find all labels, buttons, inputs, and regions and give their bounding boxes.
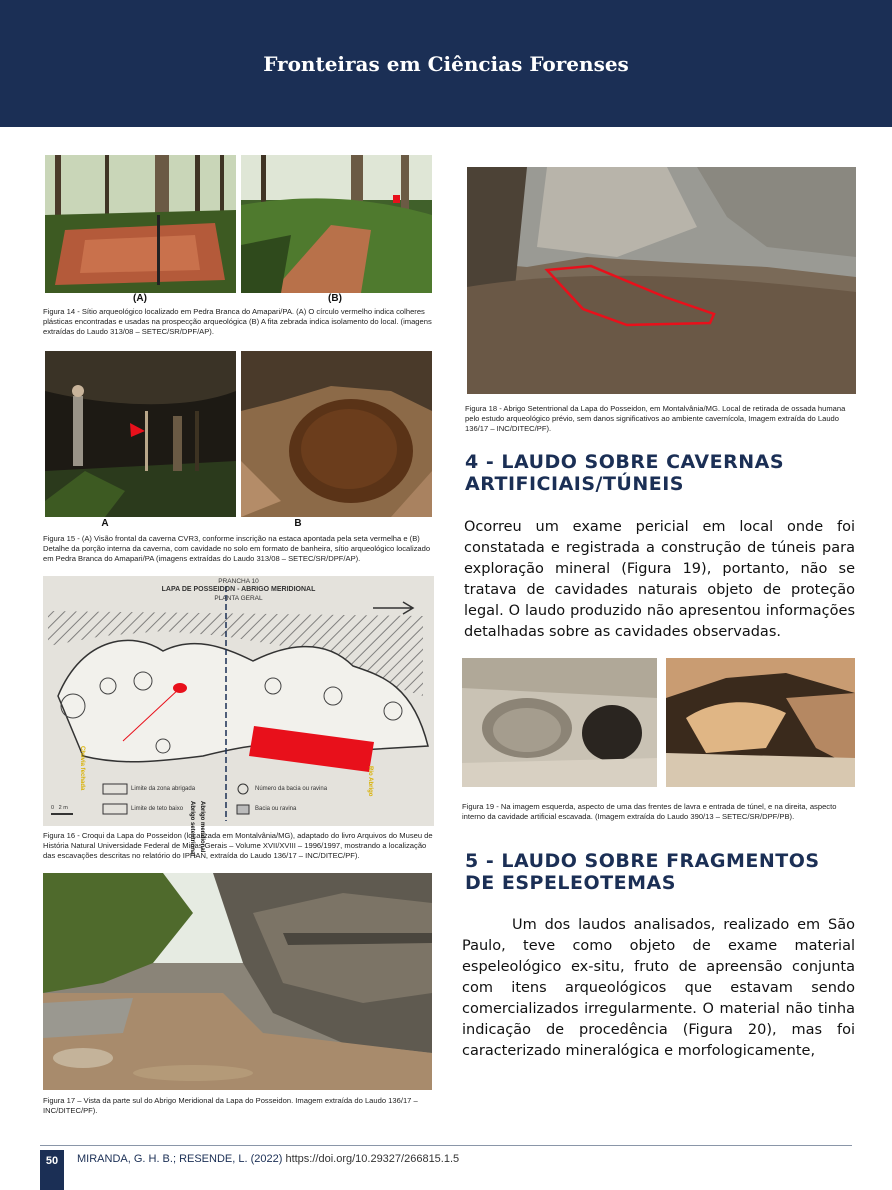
figure-15-label-b: B bbox=[294, 518, 302, 529]
map-title-plate: PRANCHA 10 bbox=[218, 578, 259, 585]
map-title-plan: PLANTA GERAL bbox=[214, 595, 263, 602]
figure-17-photo bbox=[43, 873, 432, 1090]
section-4-heading bbox=[465, 451, 855, 495]
figure-14-label-a: (A) bbox=[133, 293, 147, 304]
figure-15-label-a: A bbox=[101, 518, 109, 529]
figure-14-photo-b bbox=[241, 155, 432, 293]
figure-19-photo-left bbox=[462, 658, 657, 787]
map-legend-3: Número da bacia ou ravina bbox=[255, 786, 328, 792]
map-label-abrigo-setentrional: Abrigo setentrional bbox=[189, 801, 195, 857]
map-title-site: LAPA DE POSSEIDON - ABRIGO MERIDIONAL bbox=[161, 586, 316, 593]
figure-14-caption: Figura 14 - Sítio arqueológico localizado em Pedra Branca do Amapari/PA. (A) O círculo vermelho indica colheres plásticas encontradas e usadas na prospecção arqueológica (B) A fita zebrada indica isolamento do local. (imagens extraídas do Laudo 313/08 – SETEC/SR/DPF/AP). bbox=[43, 307, 432, 337]
section-4-paragraph: Ocorreu um exame pericial em local onde foi constatada e registrada a construção de túneis para exploração mineral (Figura 19), portanto, não se tratava de cavidades naturais objeto de proteção legal. O laudo produzido não apresentou informações detalhadas sobre as cavidades observadas. bbox=[464, 519, 855, 640]
section-4-heading-line2: ARTIFICIAIS/TÚNEIS bbox=[465, 473, 684, 495]
journal-title: Fronteiras em Ciências Forenses bbox=[263, 52, 629, 76]
figure-14-label-b: (B) bbox=[328, 293, 342, 304]
section-5-heading-line1: 5 - LAUDO SOBRE FRAGMENTOS bbox=[465, 850, 820, 872]
figure-16-caption: Figura 16 - Croqui da Lapa do Posseidon (localizada em Montalvânia/MG), adaptado do livro Arquivos do Museu de História Natural Universidade Federal de Minas Gerais – Volume XVII/XVIII – 1996/1997, mostrando a localização das escavações descritas no relatório do IPHAN, extraída do Laudo 136/17 – INC/DITEC/PF). bbox=[43, 831, 433, 861]
footer-authors: MIRANDA, G. H. B.; RESENDE, L. (2022) bbox=[77, 1153, 283, 1165]
figure-19-photo-right bbox=[666, 658, 855, 787]
section-5-paragraph: Um dos laudos analisados, realizado em São Paulo, teve como objeto de exame material espeleológico ex-situ, fruto de apreensão conjunta com itens arqueológicos que estavam sendo comercializados irregularmente. O material não tinha indicação de procedência (Figura 20), mas foi caracterizado mineralógica e morfologicamente, bbox=[462, 917, 855, 1059]
figure-15-photo-a bbox=[45, 351, 236, 517]
figure-17-caption: Figura 17 – Vista da parte sul do Abrigo Meridional da Lapa do Posseidon. Imagem extraída do Laudo 136/17 – INC/DITEC/PF). bbox=[43, 1096, 418, 1116]
map-legend-2: Limite de teto baixo bbox=[131, 806, 184, 812]
section-5-heading bbox=[465, 850, 855, 894]
figure-15-photo-b bbox=[241, 351, 432, 517]
map-label-chuvia: Chuvia fechada bbox=[79, 746, 85, 791]
figure-19-caption: Figura 19 - Na imagem esquerda, aspecto de uma das frentes de lavra e entrada de túnel, e na direita, aspecto interno da cavidade artificial escavada. (Imagem extraída do Laudo 390/13 – SETEC/SR/DPF/PB). bbox=[462, 802, 837, 822]
figure-18-photo bbox=[467, 167, 856, 394]
page-number: 50 bbox=[45, 1155, 59, 1167]
footer-divider bbox=[40, 1145, 852, 1146]
footer-doi-link[interactable]: https://doi.org/10.29327/266815.1.5 bbox=[285, 1153, 460, 1165]
page-number-box bbox=[40, 1150, 64, 1190]
figure-15-caption: Figura 15 - (A) Visão frontal da caverna CVR3, conforme inscrição na estaca apontada pela seta vermelha e (B) Detalhe da porção interna da caverna, com cavidade no solo em formato de banheira, sítio arqueológico localizado em Pedra Branca do Amapari/PA (imagens extraídas do Laudo 313/08 – SETEC/SR/DPF/AP). bbox=[43, 534, 431, 564]
footer-citation bbox=[77, 1153, 459, 1165]
map-label-rio-abrigo: Rio Abrigo bbox=[367, 766, 373, 797]
map-scale: 0 2 m bbox=[51, 805, 68, 811]
section-5-heading-line2: DE ESPELEOTEMAS bbox=[465, 872, 676, 894]
figure-14-photo-a bbox=[45, 155, 236, 293]
journal-header-band bbox=[0, 0, 892, 127]
section-4-heading-line1: 4 - LAUDO SOBRE CAVERNAS bbox=[465, 451, 785, 473]
figure-18-caption: Figura 18 - Abrigo Setentrional da Lapa do Posseidon, em Montalvânia/MG. Local de retirada de ossada humana pelo estudo arqueológico prévio, sem danos significativos ao ambiente cavernícola, Imagem extraída do Laudo 136/17 – INC/DITEC/PF). bbox=[465, 404, 846, 434]
map-label-abrigo-meridional: Abrigo meridional bbox=[199, 801, 205, 853]
map-legend-4: Bacia ou ravina bbox=[255, 806, 297, 812]
map-legend-1: Limite da zona abrigada bbox=[131, 786, 196, 792]
